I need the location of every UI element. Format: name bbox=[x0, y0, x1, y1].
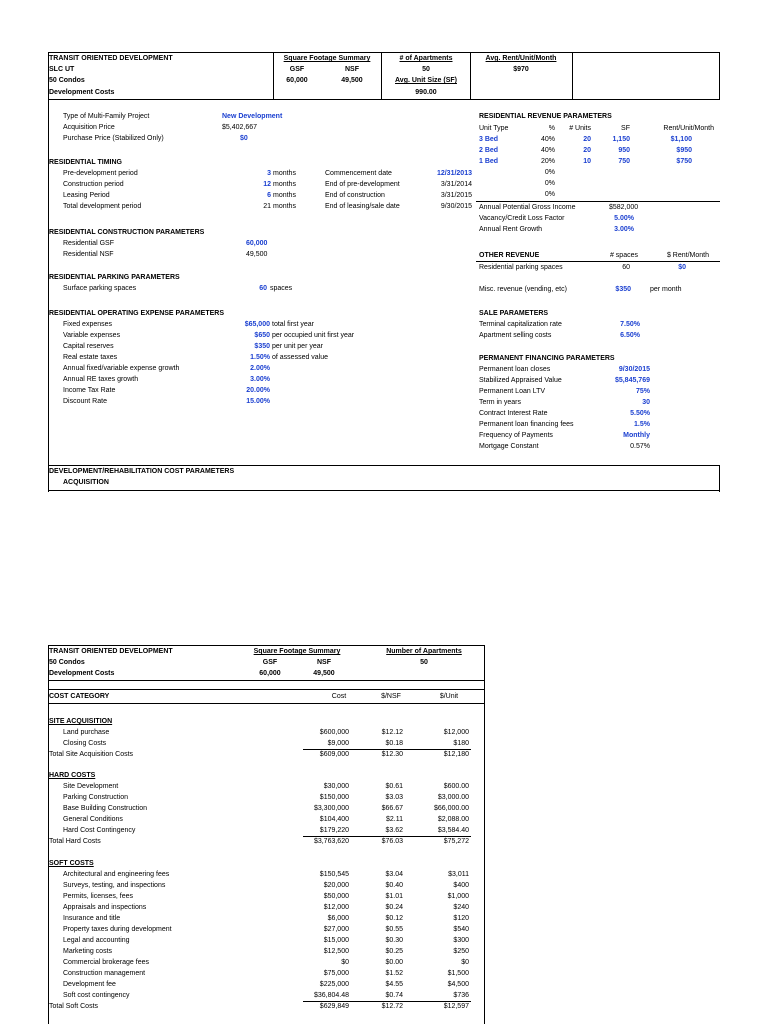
dev-cost-title: DEVELOPMENT/REHABILITATION COST PARAMETERS bbox=[49, 468, 235, 475]
unit-percent: 40% bbox=[540, 136, 555, 143]
avg-rent-value: $970 bbox=[513, 66, 529, 73]
divider-line bbox=[48, 680, 484, 681]
cost-total-label: Total Hard Costs bbox=[49, 838, 101, 845]
cost-per-unit: $180 bbox=[453, 740, 469, 747]
opex-note: total first year bbox=[272, 321, 315, 328]
unit-count: 20 bbox=[583, 136, 591, 143]
sheet2-units-line: 50 Condos bbox=[49, 659, 85, 666]
cost-value: $9,000 bbox=[327, 740, 349, 747]
cost-per-unit: $12,000 bbox=[443, 729, 469, 736]
revenue-summary-label: Vacancy/Credit Loss Factor bbox=[479, 215, 565, 222]
cost-label: Land purchase bbox=[63, 729, 110, 736]
cost-value: $36,804.48 bbox=[313, 992, 349, 999]
cost-per-nsf: $1.01 bbox=[385, 893, 403, 900]
cost-per-unit: $120 bbox=[453, 915, 469, 922]
parking-title: RESIDENTIAL PARKING PARAMETERS bbox=[49, 274, 180, 281]
cost-per-unit: $12,180 bbox=[443, 751, 469, 758]
cost-total-label: Total Site Acquisition Costs bbox=[49, 751, 134, 758]
cost-per-unit: $540 bbox=[453, 926, 469, 933]
parking-label: Surface parking spaces bbox=[63, 285, 137, 292]
cost-label: Base Building Construction bbox=[63, 805, 148, 812]
cost-per-nsf: $0.25 bbox=[385, 948, 403, 955]
cost-value: $30,000 bbox=[323, 783, 349, 790]
cost-per-unit: $400 bbox=[453, 882, 469, 889]
cost-per-unit: $3,000.00 bbox=[437, 794, 469, 801]
timing-date: 3/31/2014 bbox=[440, 181, 472, 188]
other-revenue-title: OTHER REVENUE bbox=[479, 252, 540, 259]
cost-value: $15,000 bbox=[323, 937, 349, 944]
financing-value: 30 bbox=[642, 399, 650, 406]
per-unit-header: $/Unit bbox=[439, 693, 459, 700]
timing-unit: months bbox=[273, 192, 296, 199]
opex-value: $350 bbox=[254, 343, 270, 350]
opex-label: Capital reserves bbox=[63, 343, 114, 350]
timing-date: 12/31/2013 bbox=[436, 170, 472, 177]
sheet2-apartments-title: Number of Apartments bbox=[386, 648, 462, 655]
financing-label: Permanent Loan LTV bbox=[479, 388, 546, 395]
revenue-header: Rent/Unit/Month bbox=[663, 125, 714, 132]
financing-value: Monthly bbox=[623, 432, 650, 439]
cost-per-nsf: $1.52 bbox=[385, 970, 403, 977]
cost-per-unit: $12,597 bbox=[443, 1003, 469, 1010]
timing-unit: months bbox=[273, 181, 296, 188]
opex-value: 20.00% bbox=[246, 387, 270, 394]
divider-line bbox=[48, 689, 484, 690]
timing-date: 3/31/2015 bbox=[440, 192, 472, 199]
timing-date-label: End of pre-development bbox=[325, 181, 400, 188]
cost-label: Soft cost contingency bbox=[63, 992, 130, 999]
project-label: Acquisition Price bbox=[63, 124, 115, 131]
cost-per-nsf: $0.24 bbox=[385, 904, 403, 911]
cost-per-nsf: $3.03 bbox=[385, 794, 403, 801]
cost-label: Parking Construction bbox=[63, 794, 128, 801]
opex-label: Income Tax Rate bbox=[63, 387, 116, 394]
opex-title: RESIDENTIAL OPERATING EXPENSE PARAMETERS bbox=[49, 310, 225, 317]
timing-date-label: End of construction bbox=[325, 192, 385, 199]
apartments-value: 50 bbox=[422, 66, 430, 73]
sq-ft-summary-title: Square Footage Summary bbox=[283, 55, 371, 62]
sheet-title: TRANSIT ORIENTED DEVELOPMENT bbox=[49, 55, 173, 62]
cost-per-nsf: $0.00 bbox=[385, 959, 403, 966]
sheet2-sq-ft-title: Square Footage Summary bbox=[253, 648, 341, 655]
avg-unit-size-value: 990.00 bbox=[415, 89, 437, 96]
misc-revenue-unit: per month bbox=[650, 286, 682, 293]
cost-per-unit: $0 bbox=[461, 959, 469, 966]
opex-label: Discount Rate bbox=[63, 398, 107, 405]
opex-value: 2.00% bbox=[250, 365, 270, 372]
cost-per-unit: $600.00 bbox=[443, 783, 469, 790]
cost-label: Commercial brokerage fees bbox=[63, 959, 149, 966]
units-line: 50 Condos bbox=[49, 77, 85, 84]
revenue-header: % bbox=[548, 125, 555, 132]
cost-per-unit: $2,088.00 bbox=[437, 816, 469, 823]
construction-value: 49,500 bbox=[246, 251, 268, 258]
opex-value: 15.00% bbox=[246, 398, 270, 405]
opex-label: Fixed expenses bbox=[63, 321, 113, 328]
parking-revenue-label: Residential parking spaces bbox=[479, 264, 563, 271]
revenue-summary-label: Annual Rent Growth bbox=[479, 226, 543, 233]
timing-label: Construction period bbox=[63, 181, 124, 188]
sale-label: Apartment selling costs bbox=[479, 332, 552, 339]
sale-title: SALE PARAMETERS bbox=[479, 310, 549, 317]
divider-line bbox=[48, 703, 484, 704]
parking-unit: spaces bbox=[270, 285, 293, 292]
divider-line bbox=[48, 645, 49, 1024]
revenue-summary-value: 3.00% bbox=[614, 226, 634, 233]
cost-per-unit: $3,011 bbox=[448, 871, 469, 878]
unit-type: 1 Bed bbox=[479, 158, 499, 165]
sale-label: Terminal capitalization rate bbox=[479, 321, 562, 328]
cost-per-nsf: $76.03 bbox=[381, 838, 403, 845]
cost-per-nsf: $2.11 bbox=[386, 816, 403, 823]
financing-label: Contract Interest Rate bbox=[479, 410, 548, 417]
opex-value: $650 bbox=[254, 332, 270, 339]
cost-value: $3,763,620 bbox=[313, 838, 349, 845]
cost-total-label: Total Soft Costs bbox=[49, 1003, 99, 1010]
cost-per-nsf: $0.74 bbox=[385, 992, 403, 999]
unit-sf: 950 bbox=[618, 147, 630, 154]
opex-note: per occupied unit first year bbox=[272, 332, 355, 339]
gsf-label: GSF bbox=[289, 66, 305, 73]
parking-value: 60 bbox=[259, 285, 267, 292]
parking-spaces-value: 60 bbox=[622, 264, 630, 271]
cost-value: $3,300,000 bbox=[313, 805, 349, 812]
cost-label: Construction management bbox=[63, 970, 146, 977]
cost-per-unit: $250 bbox=[453, 948, 469, 955]
cost-label: Legal and accounting bbox=[63, 937, 130, 944]
opex-label: Variable expenses bbox=[63, 332, 121, 339]
timing-value: 12 bbox=[263, 181, 271, 188]
unit-sf: 750 bbox=[618, 158, 630, 165]
timing-label: Pre-development period bbox=[63, 170, 138, 177]
timing-value: 6 bbox=[267, 192, 271, 199]
cost-label: Surveys, testing, and inspections bbox=[63, 882, 166, 889]
financing-value: $5,845,769 bbox=[614, 377, 650, 384]
timing-unit: months bbox=[273, 170, 296, 177]
unit-rent: $750 bbox=[676, 158, 692, 165]
cost-per-nsf: $0.18 bbox=[385, 740, 403, 747]
cost-per-unit: $3,584.40 bbox=[437, 827, 469, 834]
unit-percent: 40% bbox=[540, 147, 555, 154]
timing-label: Total development period bbox=[63, 203, 142, 210]
financing-title: PERMANENT FINANCING PARAMETERS bbox=[479, 355, 615, 362]
revenue-header: SF bbox=[621, 125, 630, 132]
site-costs-title: SITE ACQUISITION bbox=[49, 718, 113, 725]
cost-per-unit: $1,000 bbox=[447, 893, 469, 900]
cost-category-header: COST CATEGORY bbox=[49, 693, 110, 700]
opex-value: 1.50% bbox=[250, 354, 270, 361]
sheet2-apartments-value: 50 bbox=[420, 659, 428, 666]
cost-per-nsf: $3.04 bbox=[385, 871, 403, 878]
financing-value: 0.57% bbox=[630, 443, 650, 450]
timing-date-label: Commencement date bbox=[325, 170, 392, 177]
cost-label: Permits, licenses, fees bbox=[63, 893, 134, 900]
cost-value: $150,000 bbox=[319, 794, 349, 801]
construction-label: Residential GSF bbox=[63, 240, 114, 247]
construction-value: 60,000 bbox=[246, 240, 268, 247]
timing-unit: months bbox=[273, 203, 296, 210]
timing-value: 21 bbox=[263, 203, 271, 210]
unit-percent: 0% bbox=[544, 169, 555, 176]
cost-value: $27,000 bbox=[323, 926, 349, 933]
nsf-value: 49,500 bbox=[341, 77, 363, 84]
divider-line bbox=[484, 645, 485, 1024]
opex-label: Annual fixed/variable expense growth bbox=[63, 365, 180, 372]
sheet2-nsf-value: 49,500 bbox=[313, 670, 335, 677]
cost-label: Closing Costs bbox=[63, 740, 107, 747]
revenue-summary-value: 5.00% bbox=[614, 215, 634, 222]
project-label: Purchase Price (Stabilized Only) bbox=[63, 135, 164, 142]
financing-value: 5.50% bbox=[630, 410, 650, 417]
cost-per-nsf: $4.55 bbox=[385, 981, 403, 988]
per-nsf-header: $/NSF bbox=[381, 693, 401, 700]
cost-label: Development fee bbox=[63, 981, 116, 988]
sale-value: 6.50% bbox=[620, 332, 640, 339]
cost-label: Hard Cost Contingency bbox=[63, 827, 136, 834]
opex-label: Real estate taxes bbox=[63, 354, 118, 361]
cost-label: General Conditions bbox=[63, 816, 123, 823]
sheet2-nsf-label: NSF bbox=[317, 659, 331, 666]
sheet2-subtitle: Development Costs bbox=[49, 670, 115, 677]
sheet2-gsf-label: GSF bbox=[262, 659, 278, 666]
cost-per-nsf: $0.12 bbox=[385, 915, 403, 922]
location: SLC UT bbox=[49, 66, 75, 73]
revenue-summary-label: Annual Potential Gross Income bbox=[479, 204, 576, 211]
project-value: $0 bbox=[240, 135, 248, 142]
timing-value: 3 bbox=[267, 170, 271, 177]
cost-label: Marketing costs bbox=[63, 948, 113, 955]
cost-per-nsf: $0.61 bbox=[385, 783, 403, 790]
hard-costs-title: HARD COSTS bbox=[49, 772, 96, 779]
gsf-value: 60,000 bbox=[286, 77, 308, 84]
financing-label: Permanent loan financing fees bbox=[479, 421, 574, 428]
cost-label: Site Development bbox=[63, 783, 119, 790]
avg-unit-size-title: Avg. Unit Size (SF) bbox=[395, 77, 457, 84]
cost-per-unit: $1,500 bbox=[447, 970, 469, 977]
cost-value: $225,000 bbox=[319, 981, 349, 988]
misc-revenue-value: $350 bbox=[615, 286, 631, 293]
timing-title: RESIDENTIAL TIMING bbox=[49, 159, 122, 166]
timing-label: Leasing Period bbox=[63, 192, 110, 199]
cost-per-nsf: $12.30 bbox=[381, 751, 403, 758]
cost-per-nsf: $0.40 bbox=[385, 882, 403, 889]
cost-value: $600,000 bbox=[319, 729, 349, 736]
cost-value: $0 bbox=[341, 959, 349, 966]
cost-value: $12,000 bbox=[323, 904, 349, 911]
unit-type: 3 Bed bbox=[479, 136, 499, 143]
revenue-header: # Units bbox=[569, 125, 591, 132]
financing-value: 9/30/2015 bbox=[618, 366, 650, 373]
cost-label: Appraisals and inspections bbox=[63, 904, 147, 911]
revenue-title: RESIDENTIAL REVENUE PARAMETERS bbox=[479, 113, 612, 120]
financing-label: Stabilized Appraised Value bbox=[479, 377, 562, 384]
misc-revenue-label: Misc. revenue (vending, etc) bbox=[479, 286, 567, 293]
cost-value: $150,545 bbox=[319, 871, 349, 878]
opex-label: Annual RE taxes growth bbox=[63, 376, 139, 383]
financing-label: Permanent loan closes bbox=[479, 366, 551, 373]
cost-per-nsf: $0.55 bbox=[385, 926, 403, 933]
opex-value: 3.00% bbox=[250, 376, 270, 383]
timing-date-label: End of leasing/sale date bbox=[325, 203, 400, 210]
cost-value: $629,849 bbox=[319, 1003, 349, 1010]
unit-sf: 1,150 bbox=[612, 136, 630, 143]
unit-count: 20 bbox=[583, 147, 591, 154]
financing-label: Frequency of Payments bbox=[479, 432, 553, 439]
project-label: Type of Multi-Family Project bbox=[63, 113, 150, 120]
financing-label: Mortgage Constant bbox=[479, 443, 539, 450]
cost-value: $609,000 bbox=[319, 751, 349, 758]
cost-per-unit: $4,500 bbox=[447, 981, 469, 988]
cost-value: $75,000 bbox=[323, 970, 349, 977]
cost-value: $50,000 bbox=[323, 893, 349, 900]
revenue-summary-value: $582,000 bbox=[609, 204, 639, 211]
project-value: $5,402,667 bbox=[222, 124, 258, 131]
financing-value: 1.5% bbox=[634, 421, 650, 428]
cost-per-nsf: $12.72 bbox=[381, 1003, 403, 1010]
cost-value: $12,500 bbox=[323, 948, 349, 955]
opex-note: per unit per year bbox=[272, 343, 323, 350]
sale-value: 7.50% bbox=[620, 321, 640, 328]
financing-label: Term in years bbox=[479, 399, 522, 406]
project-value: New Development bbox=[222, 113, 283, 120]
cost-per-unit: $736 bbox=[453, 992, 469, 999]
cost-value: $179,220 bbox=[319, 827, 349, 834]
apartments-title: # of Apartments bbox=[399, 55, 453, 62]
unit-type: 2 Bed bbox=[479, 147, 499, 154]
cost-value: $104,400 bbox=[319, 816, 349, 823]
opex-value: $65,000 bbox=[244, 321, 270, 328]
unit-count: 10 bbox=[583, 158, 591, 165]
financing-value: 75% bbox=[635, 388, 650, 395]
opex-note: of assessed value bbox=[272, 354, 329, 361]
parking-rent-value: $0 bbox=[678, 264, 686, 271]
construction-label: Residential NSF bbox=[63, 251, 114, 258]
cost-per-nsf: $0.30 bbox=[385, 937, 403, 944]
cost-value: $6,000 bbox=[327, 915, 349, 922]
cost-header: Cost bbox=[331, 693, 347, 700]
cost-label: Architectural and engineering fees bbox=[63, 871, 170, 878]
spaces-header: # spaces bbox=[609, 252, 638, 259]
cost-label: Insurance and title bbox=[63, 915, 121, 922]
unit-rent: $950 bbox=[676, 147, 692, 154]
cost-value: $20,000 bbox=[323, 882, 349, 889]
unit-percent: 20% bbox=[540, 158, 555, 165]
cost-per-unit: $66,000.00 bbox=[433, 805, 469, 812]
rent-month-header: $ Rent/Month bbox=[666, 252, 709, 259]
divider-line bbox=[48, 645, 484, 646]
unit-percent: 0% bbox=[544, 180, 555, 187]
sheet2-title: TRANSIT ORIENTED DEVELOPMENT bbox=[49, 648, 173, 655]
unit-percent: 0% bbox=[544, 191, 555, 198]
soft-costs-title: SOFT COSTS bbox=[49, 860, 94, 867]
construction-title: RESIDENTIAL CONSTRUCTION PARAMETERS bbox=[49, 229, 205, 236]
cost-per-unit: $240 bbox=[453, 904, 469, 911]
unit-rent: $1,100 bbox=[670, 136, 692, 143]
avg-rent-title: Avg. Rent/Unit/Month bbox=[485, 55, 557, 62]
cost-per-unit: $75,272 bbox=[443, 838, 469, 845]
cost-per-nsf: $66.67 bbox=[381, 805, 403, 812]
subtitle: Development Costs bbox=[49, 89, 115, 96]
cost-per-nsf: $12.12 bbox=[381, 729, 403, 736]
cost-label: Property taxes during development bbox=[63, 926, 172, 933]
sheet2-gsf-value: 60,000 bbox=[259, 670, 281, 677]
cost-per-unit: $300 bbox=[453, 937, 469, 944]
cost-per-nsf: $3.62 bbox=[385, 827, 403, 834]
acquisition-label: ACQUISITION bbox=[63, 479, 109, 486]
nsf-label: NSF bbox=[345, 66, 359, 73]
timing-date: 9/30/2015 bbox=[440, 203, 472, 210]
revenue-header: Unit Type bbox=[479, 125, 509, 132]
